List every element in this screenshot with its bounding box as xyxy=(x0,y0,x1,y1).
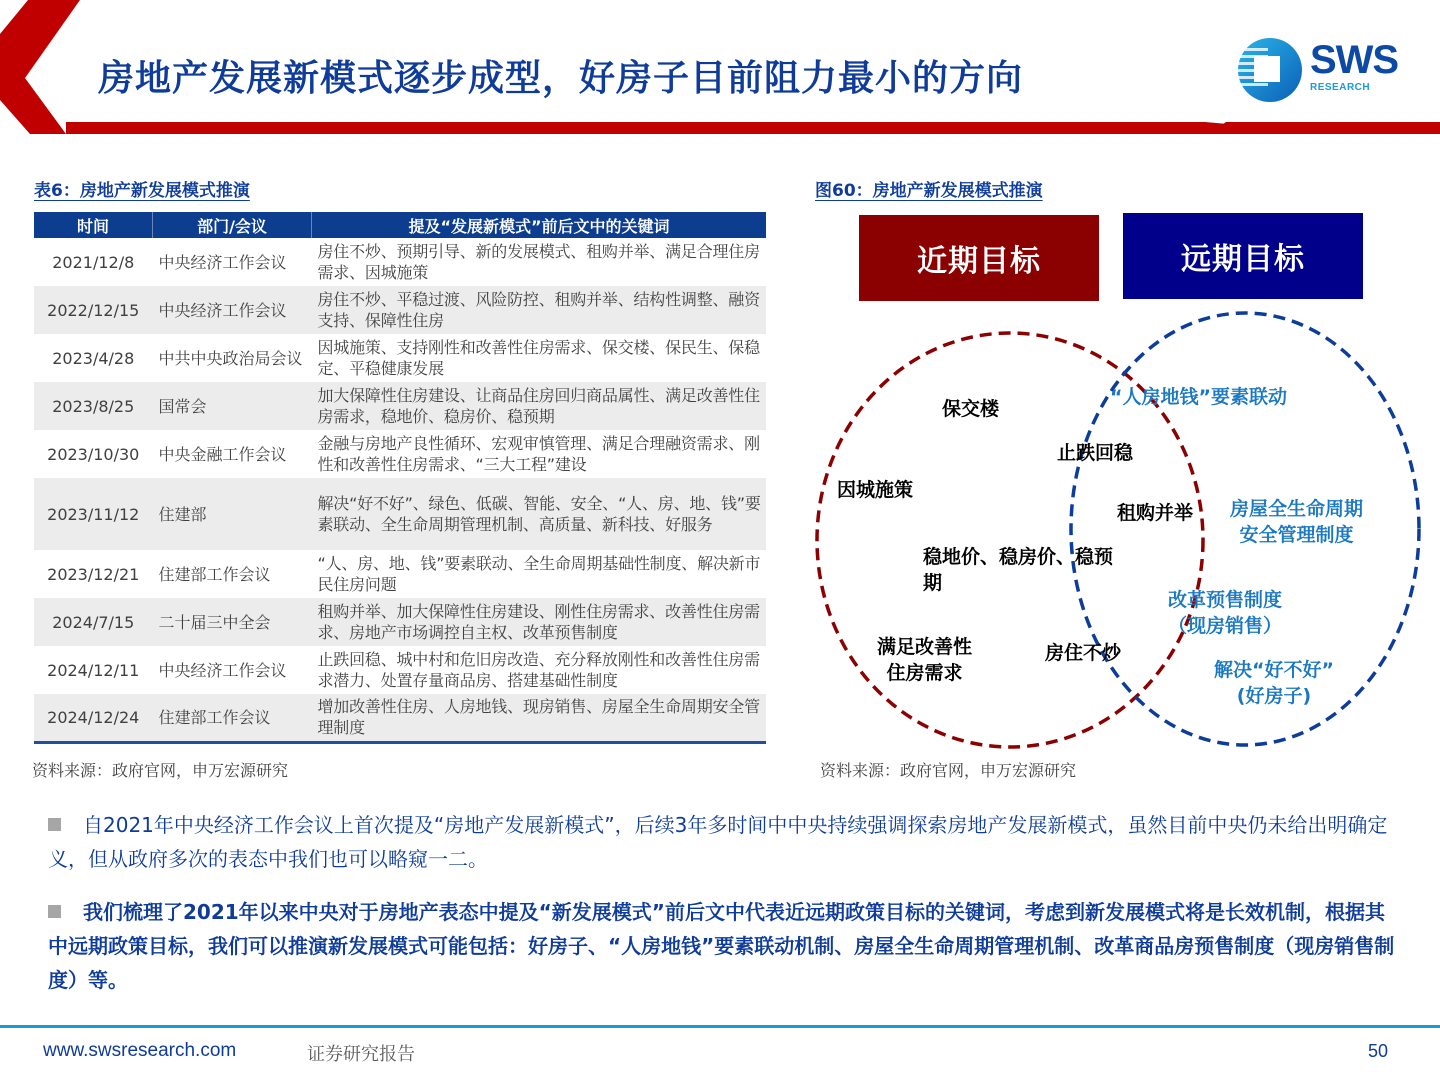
row-date: 2024/7/15 xyxy=(34,598,153,646)
row-keywords: 金融与房地产良性循环、宏观审慎管理、满足合理融资需求、刚性和改善性住房需求、“三大工程”建设 xyxy=(317,434,760,474)
row-keywords: 增加改善性住房、人房地钱、现房销售、房屋全生命周期安全管理制度 xyxy=(312,694,767,742)
venn-label-zugou: 租购并举 xyxy=(1117,502,1194,524)
column-header-dept: 部门/会议 xyxy=(153,212,312,238)
row-date: 2023/4/28 xyxy=(52,348,135,368)
footer-website-link[interactable]: www.swsresearch.com xyxy=(43,1040,237,1061)
table-row xyxy=(34,550,766,598)
venn-label-wendijia xyxy=(923,544,1113,596)
row-dept: 中央金融工作会议 xyxy=(158,444,287,464)
row-keywords: 因城施策、支持刚性和改善性住房需求、保交楼、保民生、保稳定、平稳健康发展 xyxy=(317,338,760,378)
table-row xyxy=(34,286,766,334)
venn-label-fangwu-line2: 安全管理制度 xyxy=(1239,524,1354,546)
row-date: 2023/10/30 xyxy=(47,444,140,464)
venn-label-manzu-line1: 满足改善性 xyxy=(877,636,973,658)
row-dept: 国常会 xyxy=(153,382,312,430)
row-date: 2024/12/24 xyxy=(34,694,153,742)
diagram-source-note: 资料来源：政府官网，申万宏源研究 xyxy=(820,761,1077,780)
venn-label-jiejue xyxy=(1214,657,1334,709)
page-title: 房地产发展新模式逐步成型，好房子目前阻力最小的方向 xyxy=(98,57,1024,99)
row-dept: 住建部工作会议 xyxy=(153,694,312,742)
table-row xyxy=(34,334,766,382)
square-bullet-icon xyxy=(48,818,61,831)
summary-paragraph-2 xyxy=(48,895,1398,997)
row-dept: 中央经济工作会议 xyxy=(158,660,287,680)
policy-keyword-table xyxy=(34,212,766,744)
near-term-goal-box xyxy=(859,215,1099,301)
table-caption: 表6：房地产新发展模式推演 xyxy=(34,181,250,201)
row-keywords: “人、房、地、钱”要素联动、全生命周期基础性制度、解决新市民住房问题 xyxy=(317,554,761,594)
venn-label-gaige-line1: 改革预售制度 xyxy=(1168,589,1283,611)
row-dept: 中共中央政治局会议 xyxy=(158,348,303,368)
table-row xyxy=(34,382,766,430)
row-keywords: 止跌回稳、城中村和危旧房改造、充分释放刚性和改善性住房需求潜力、处置存量商品房、搭建基础性制度 xyxy=(317,650,760,690)
venn-label-manzu-line2: 住房需求 xyxy=(886,662,963,684)
venn-label-baojiaolou: 保交楼 xyxy=(942,398,1000,420)
venn-label-gaige-line2: （现房销售） xyxy=(1168,615,1283,637)
row-dept: 二十届三中全会 xyxy=(153,598,312,646)
column-header-date: 时间 xyxy=(34,212,153,238)
logo-text: SWS xyxy=(1310,38,1399,82)
table-row xyxy=(34,646,766,694)
row-date: 2023/12/21 xyxy=(47,564,140,584)
row-keywords: 解决“好不好”、绿色、低碳、智能、安全、“人、房、地、钱”要素联动、全生命周期管理机制、高质量、新科技、好服务 xyxy=(312,478,767,550)
venn-label-renfang: “人房地钱”要素联动 xyxy=(1110,386,1287,408)
table-row xyxy=(34,598,766,646)
venn-label-jiejue-line1: 解决“好不好” xyxy=(1214,659,1334,681)
row-dept: 中央经济工作会议 xyxy=(158,252,287,272)
venn-label-fangwu-line1: 房屋全生命周期 xyxy=(1230,498,1364,520)
column-header-keywords: 提及“发展新模式”前后文中的关键词 xyxy=(312,212,767,238)
row-dept: 住建部 xyxy=(153,478,312,550)
page-number: 50 xyxy=(1368,1041,1389,1061)
row-keywords: 房住不炒、平稳过渡、风险防控、租购并举、结构性调整、融资支持、保障性住房 xyxy=(312,286,767,334)
row-date: 2023/8/25 xyxy=(34,382,153,430)
table-header-row xyxy=(34,212,766,238)
table-row xyxy=(34,694,766,742)
row-date: 2024/12/11 xyxy=(47,660,140,680)
venn-label-fangwu xyxy=(1230,496,1363,548)
table-source-note: 资料来源：政府官网，申万宏源研究 xyxy=(32,761,289,780)
square-bullet-icon xyxy=(48,905,61,918)
row-keywords: 加大保障性住房建设、让商品住房回归商品属性、满足改善性住房需求，稳地价、稳房价、稳预期 xyxy=(312,382,767,430)
long-term-goal-label: 远期目标 xyxy=(1181,242,1305,277)
row-dept: 中央经济工作会议 xyxy=(153,286,312,334)
summary-paragraph-1 xyxy=(48,808,1398,876)
row-dept: 住建部工作会议 xyxy=(158,564,271,584)
table-row xyxy=(34,238,766,286)
venn-label-fangzhu: 房住不炒 xyxy=(1045,642,1122,664)
venn-label-wendijia-line1: 稳地价、稳房价、稳预 xyxy=(923,546,1114,568)
footer-divider xyxy=(0,1025,1440,1028)
table-row xyxy=(34,430,766,478)
near-term-goal-label: 近期目标 xyxy=(917,244,1041,279)
row-date: 2021/12/8 xyxy=(52,252,135,272)
row-keywords: 房住不炒、预期引导、新的发展模式、租购并举、满足合理住房需求、因城施策 xyxy=(317,242,760,282)
summary-paragraph-2-text: 我们梳理了2021年以来中央对于房地产表态中提及“新发展模式”前后文中代表近远期政策目标的关键词，考虑到新发展模式将是长效机制，根据其中远期政策目标，我们可以推演新发展模式可能包括：好房子、“人房地钱”要素联动机制、房屋全生命周期管理机制、改革商品房预售制度（现房销售制度）等。 xyxy=(48,900,1395,992)
venn-label-gaige xyxy=(1168,587,1282,639)
row-date: 2022/12/15 xyxy=(34,286,153,334)
summary-paragraph-1-text: 自2021年中央经济工作会议上首次提及“房地产发展新模式”，后续3年多时间中中央持续强调探索房地产发展新模式，虽然目前中央仍未给出明确定义，但从政府多次的表态中我们也可以略窥一二。 xyxy=(48,813,1388,871)
table-row xyxy=(34,478,766,550)
long-term-goal-box xyxy=(1123,213,1363,299)
venn-label-manzu xyxy=(877,634,972,686)
venn-label-yinchengshice: 因城施策 xyxy=(837,479,914,501)
venn-label-zhidie: 止跌回稳 xyxy=(1057,442,1134,464)
row-date: 2023/11/12 xyxy=(34,478,153,550)
footer-report-label: 证券研究报告 xyxy=(307,1044,415,1065)
diagram-caption: 图60：房地产新发展模式推演 xyxy=(815,181,1043,201)
venn-label-wendijia-line2: 期 xyxy=(923,572,943,594)
row-keywords: 租购并举、加大保障性住房建设、刚性住房需求、改善性住房需求、房地产市场调控自主权、改革预售制度 xyxy=(312,598,767,646)
logo-subtext: RESEARCH xyxy=(1310,82,1371,93)
venn-label-jiejue-line2: (好房子) xyxy=(1236,685,1312,707)
